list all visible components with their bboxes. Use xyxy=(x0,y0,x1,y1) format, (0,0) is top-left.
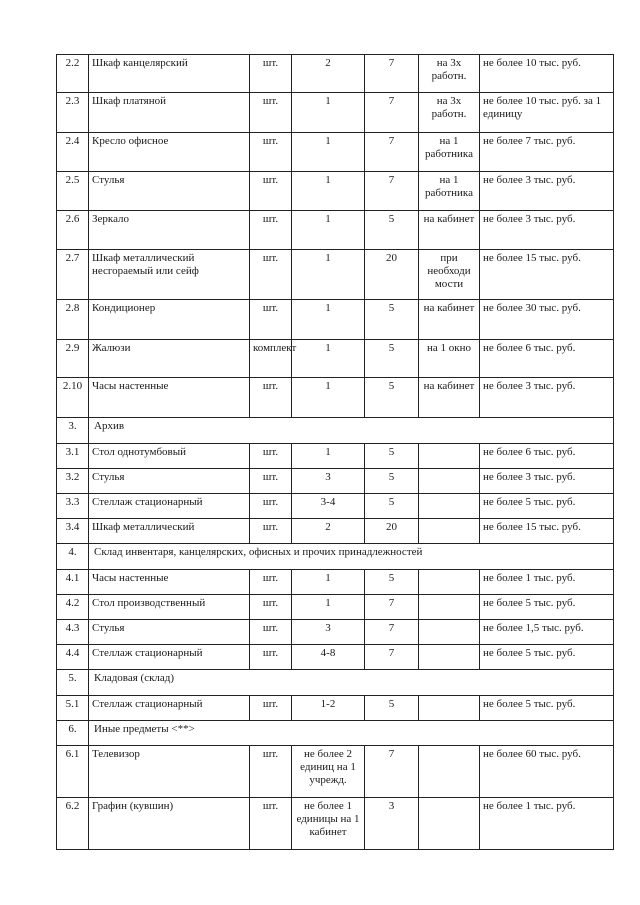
norm-cell xyxy=(419,444,480,469)
service-life-cell: 7 xyxy=(365,55,419,93)
price-cell: не более 15 тыс. руб. xyxy=(480,519,614,544)
price-cell: не более 1 тыс. руб. xyxy=(480,570,614,595)
norm-cell: на 1 работника xyxy=(419,133,480,172)
unit-cell: шт. xyxy=(250,645,292,670)
item-name: Телевизор xyxy=(89,746,250,798)
unit-cell: шт. xyxy=(250,211,292,250)
service-life-cell: 5 xyxy=(365,469,419,494)
quantity-cell: не более 2 единиц на 1 учрежд. xyxy=(292,746,365,798)
item-name: Шкаф металлический xyxy=(89,519,250,544)
quantity-cell: 1 xyxy=(292,595,365,620)
unit-cell: шт. xyxy=(250,620,292,645)
norm-cell xyxy=(419,798,480,850)
row-number: 2.5 xyxy=(57,172,89,211)
row-number: 2.6 xyxy=(57,211,89,250)
price-cell: не более 1 тыс. руб. xyxy=(480,798,614,850)
unit-cell: шт. xyxy=(250,746,292,798)
quantity-cell: 1 xyxy=(292,340,365,378)
service-life-cell: 7 xyxy=(365,133,419,172)
service-life-cell: 5 xyxy=(365,444,419,469)
price-cell: не более 5 тыс. руб. xyxy=(480,645,614,670)
service-life-cell: 7 xyxy=(365,172,419,211)
price-cell: не более 60 тыс. руб. xyxy=(480,746,614,798)
row-number: 2.4 xyxy=(57,133,89,172)
table-row xyxy=(57,93,614,133)
item-name: Стулья xyxy=(89,172,250,211)
item-name: Часы настенные xyxy=(89,570,250,595)
price-cell: не более 10 тыс. руб. за 1 единицу xyxy=(480,93,614,133)
norm-cell xyxy=(419,645,480,670)
quantity-cell: 3-4 xyxy=(292,494,365,519)
unit-cell: шт. xyxy=(250,595,292,620)
unit-cell: шт. xyxy=(250,798,292,850)
unit-cell: шт. xyxy=(250,172,292,211)
section-row xyxy=(57,418,614,444)
table-row xyxy=(57,620,614,645)
price-cell: не более 15 тыс. руб. xyxy=(480,250,614,300)
norm-cell xyxy=(419,469,480,494)
norm-cell xyxy=(419,746,480,798)
row-number: 4.1 xyxy=(57,570,89,595)
section-title: Склад инвентаря, канцелярских, офисных и прочих принадлежностей xyxy=(89,544,614,570)
row-number: 2.9 xyxy=(57,340,89,378)
row-number: 4. xyxy=(57,544,89,570)
section-title: Кладовая (склад) xyxy=(89,670,614,696)
quantity-cell: 3 xyxy=(292,620,365,645)
table-row xyxy=(57,494,614,519)
row-number: 4.2 xyxy=(57,595,89,620)
service-life-cell: 7 xyxy=(365,595,419,620)
norm-cell xyxy=(419,494,480,519)
norm-cell: на 1 окно xyxy=(419,340,480,378)
quantity-cell: 1 xyxy=(292,570,365,595)
quantity-cell: 1 xyxy=(292,172,365,211)
service-life-cell: 5 xyxy=(365,340,419,378)
row-number: 6.1 xyxy=(57,746,89,798)
table-row xyxy=(57,595,614,620)
quantity-cell: 1 xyxy=(292,300,365,340)
item-name: Зеркало xyxy=(89,211,250,250)
price-cell: не более 30 тыс. руб. xyxy=(480,300,614,340)
table-row xyxy=(57,645,614,670)
item-name: Часы настенные xyxy=(89,378,250,418)
unit-cell: шт. xyxy=(250,250,292,300)
unit-cell: шт. xyxy=(250,133,292,172)
row-number: 2.10 xyxy=(57,378,89,418)
service-life-cell: 5 xyxy=(365,378,419,418)
unit-cell: комплект xyxy=(250,340,292,378)
price-cell: не более 3 тыс. руб. xyxy=(480,172,614,211)
table-row xyxy=(57,519,614,544)
section-title: Архив xyxy=(89,418,614,444)
norm-cell xyxy=(419,696,480,721)
unit-cell: шт. xyxy=(250,300,292,340)
quantity-cell: не более 1 единицы на 1 кабинет xyxy=(292,798,365,850)
price-cell: не более 6 тыс. руб. xyxy=(480,444,614,469)
table-row xyxy=(57,696,614,721)
table-row xyxy=(57,444,614,469)
item-name: Графин (кувшин) xyxy=(89,798,250,850)
row-number: 3. xyxy=(57,418,89,444)
norm-cell xyxy=(419,620,480,645)
service-life-cell: 7 xyxy=(365,746,419,798)
price-cell: не более 3 тыс. руб. xyxy=(480,469,614,494)
row-number: 3.2 xyxy=(57,469,89,494)
unit-cell: шт. xyxy=(250,55,292,93)
quantity-cell: 4-8 xyxy=(292,645,365,670)
service-life-cell: 5 xyxy=(365,494,419,519)
row-number: 2.8 xyxy=(57,300,89,340)
service-life-cell: 5 xyxy=(365,696,419,721)
row-number: 2.2 xyxy=(57,55,89,93)
service-life-cell: 5 xyxy=(365,570,419,595)
item-name: Стеллаж стационарный xyxy=(89,645,250,670)
service-life-cell: 20 xyxy=(365,519,419,544)
price-cell: не более 3 тыс. руб. xyxy=(480,378,614,418)
row-number: 5.1 xyxy=(57,696,89,721)
service-life-cell: 7 xyxy=(365,645,419,670)
item-name: Кресло офисное xyxy=(89,133,250,172)
norm-cell: на кабинет xyxy=(419,378,480,418)
table-body xyxy=(57,55,614,850)
price-cell: не более 10 тыс. руб. xyxy=(480,55,614,93)
service-life-cell: 3 xyxy=(365,798,419,850)
norm-cell: на 1 работника xyxy=(419,172,480,211)
price-cell: не более 5 тыс. руб. xyxy=(480,494,614,519)
row-number: 3.3 xyxy=(57,494,89,519)
table-row xyxy=(57,250,614,300)
quantity-cell: 2 xyxy=(292,55,365,93)
row-number: 3.4 xyxy=(57,519,89,544)
price-cell: не более 5 тыс. руб. xyxy=(480,595,614,620)
norm-cell: при необходи мости xyxy=(419,250,480,300)
quantity-cell: 1 xyxy=(292,211,365,250)
section-row xyxy=(57,721,614,746)
table-row xyxy=(57,570,614,595)
row-number: 2.7 xyxy=(57,250,89,300)
item-name: Кондиционер xyxy=(89,300,250,340)
item-name: Стулья xyxy=(89,469,250,494)
unit-cell: шт. xyxy=(250,519,292,544)
item-name: Стулья xyxy=(89,620,250,645)
service-life-cell: 20 xyxy=(365,250,419,300)
price-cell: не более 6 тыс. руб. xyxy=(480,340,614,378)
item-name: Жалюзи xyxy=(89,340,250,378)
table-row xyxy=(57,172,614,211)
quantity-cell: 1-2 xyxy=(292,696,365,721)
table-row xyxy=(57,378,614,418)
price-cell: не более 5 тыс. руб. xyxy=(480,696,614,721)
service-life-cell: 5 xyxy=(365,300,419,340)
quantity-cell: 1 xyxy=(292,444,365,469)
table-row xyxy=(57,798,614,850)
norms-table xyxy=(56,54,614,850)
quantity-cell: 3 xyxy=(292,469,365,494)
row-number: 4.4 xyxy=(57,645,89,670)
table-row xyxy=(57,133,614,172)
unit-cell: шт. xyxy=(250,494,292,519)
price-cell: не более 7 тыс. руб. xyxy=(480,133,614,172)
table-row xyxy=(57,211,614,250)
service-life-cell: 7 xyxy=(365,93,419,133)
section-row xyxy=(57,544,614,570)
quantity-cell: 1 xyxy=(292,133,365,172)
table-row xyxy=(57,746,614,798)
norm-cell xyxy=(419,519,480,544)
item-name: Стол производственный xyxy=(89,595,250,620)
table-row xyxy=(57,300,614,340)
item-name: Шкаф металлический несгораемый или сейф xyxy=(89,250,250,300)
quantity-cell: 2 xyxy=(292,519,365,544)
unit-cell: шт. xyxy=(250,378,292,418)
item-name: Шкаф платяной xyxy=(89,93,250,133)
norm-cell: на 3х работн. xyxy=(419,55,480,93)
row-number: 2.3 xyxy=(57,93,89,133)
item-name: Шкаф канцелярский xyxy=(89,55,250,93)
row-number: 4.3 xyxy=(57,620,89,645)
quantity-cell: 1 xyxy=(292,93,365,133)
table-row xyxy=(57,340,614,378)
table-row xyxy=(57,469,614,494)
row-number: 5. xyxy=(57,670,89,696)
unit-cell: шт. xyxy=(250,444,292,469)
row-number: 3.1 xyxy=(57,444,89,469)
row-number: 6. xyxy=(57,721,89,746)
item-name: Стеллаж стационарный xyxy=(89,494,250,519)
quantity-cell: 1 xyxy=(292,378,365,418)
unit-cell: шт. xyxy=(250,93,292,133)
quantity-cell: 1 xyxy=(292,250,365,300)
norm-cell: на кабинет xyxy=(419,300,480,340)
price-cell: не более 3 тыс. руб. xyxy=(480,211,614,250)
section-row xyxy=(57,670,614,696)
norm-cell: на 3х работн. xyxy=(419,93,480,133)
item-name: Стол однотумбовый xyxy=(89,444,250,469)
norm-cell xyxy=(419,595,480,620)
norm-cell xyxy=(419,570,480,595)
table-row xyxy=(57,55,614,93)
unit-cell: шт. xyxy=(250,696,292,721)
row-number: 6.2 xyxy=(57,798,89,850)
unit-cell: шт. xyxy=(250,570,292,595)
section-title: Иные предметы <**> xyxy=(89,721,614,746)
unit-cell: шт. xyxy=(250,469,292,494)
item-name: Стеллаж стационарный xyxy=(89,696,250,721)
norm-cell: на кабинет xyxy=(419,211,480,250)
service-life-cell: 5 xyxy=(365,211,419,250)
service-life-cell: 7 xyxy=(365,620,419,645)
price-cell: не более 1,5 тыс. руб. xyxy=(480,620,614,645)
